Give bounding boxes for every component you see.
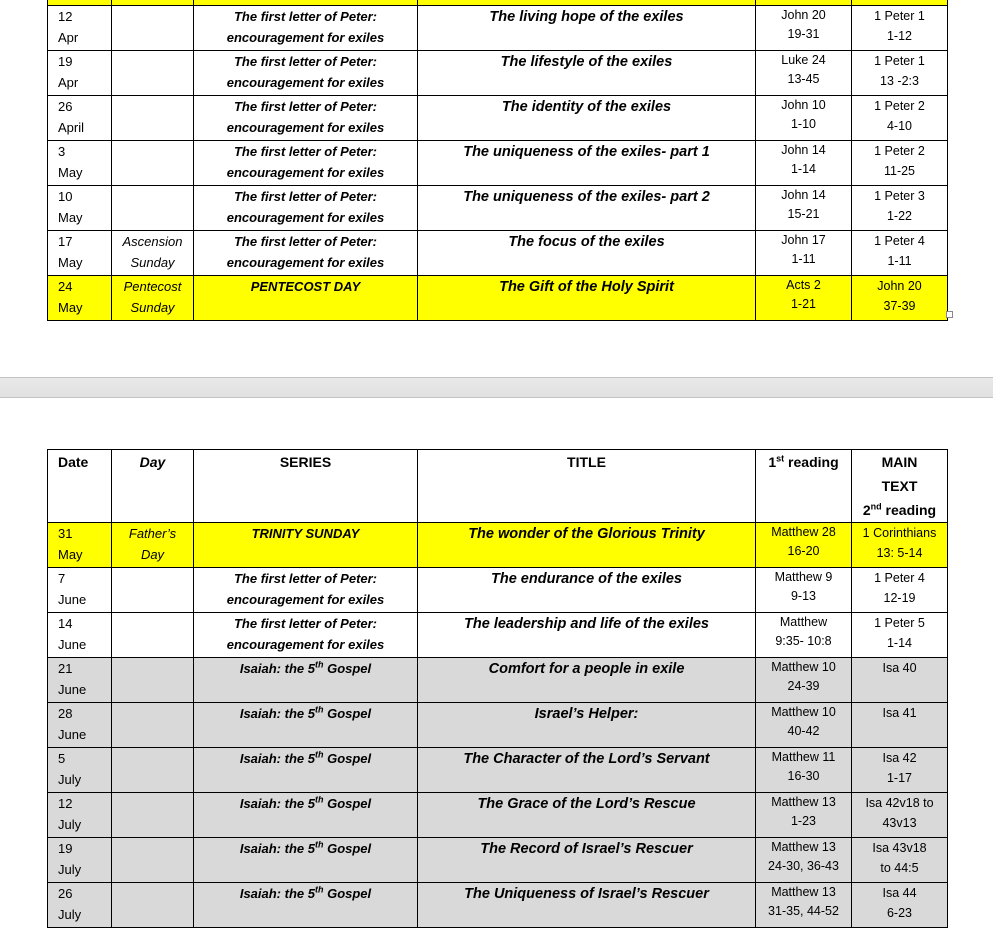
date-cell bbox=[48, 793, 112, 838]
sermon-title: The leadership and life of the exiles bbox=[464, 616, 709, 632]
day-line-1: Father’s bbox=[128, 526, 177, 541]
main-text-book: Isa 42v18 to bbox=[865, 796, 934, 810]
date-cell bbox=[48, 748, 112, 793]
date-month: July bbox=[58, 862, 82, 877]
series-cell bbox=[194, 838, 418, 883]
series-line-1: PENTECOST DAY bbox=[250, 279, 361, 294]
date-month: June bbox=[58, 592, 87, 607]
title-cell bbox=[418, 96, 756, 141]
day-cell bbox=[112, 748, 194, 793]
main-text-book: 1 Peter 2 bbox=[874, 144, 925, 158]
main-text-verses: 37-39 bbox=[883, 299, 916, 313]
table-row bbox=[48, 568, 948, 613]
sermon-title: The living hope of the exiles bbox=[489, 9, 684, 25]
date-month: May bbox=[58, 547, 83, 562]
main-text-cell bbox=[852, 523, 948, 568]
series-line-1: The first letter of Peter: bbox=[233, 571, 378, 586]
series-cell bbox=[194, 186, 418, 231]
date-day-number: 12 bbox=[58, 9, 73, 24]
series-sup: th bbox=[314, 839, 324, 850]
title-cell bbox=[418, 658, 756, 703]
first-reading-cell bbox=[756, 568, 852, 613]
date-cell bbox=[48, 276, 112, 321]
first-reading-verses: 15-21 bbox=[787, 207, 820, 221]
date-day-number: 17 bbox=[58, 234, 73, 249]
header-second-reading-sup: nd bbox=[870, 501, 882, 512]
day-line-1: Ascension bbox=[122, 234, 183, 249]
main-text-verses: 1-12 bbox=[886, 29, 913, 43]
table-row bbox=[48, 276, 948, 321]
header-second-reading-text: reading bbox=[881, 502, 937, 518]
date-cell bbox=[48, 658, 112, 703]
day-cell bbox=[112, 838, 194, 883]
first-reading-book: Matthew bbox=[779, 615, 828, 629]
title-cell bbox=[418, 186, 756, 231]
day-line-2: Sunday bbox=[130, 255, 175, 270]
sermon-title: Comfort for a people in exile bbox=[488, 661, 685, 677]
table-row bbox=[48, 51, 948, 96]
series-cell bbox=[194, 6, 418, 51]
main-text-book: 1 Peter 4 bbox=[874, 571, 925, 585]
series-line bbox=[194, 658, 417, 679]
first-reading-cell bbox=[756, 523, 852, 568]
date-cell bbox=[48, 96, 112, 141]
main-text-book: 1 Peter 5 bbox=[874, 616, 925, 630]
sermon-title: Israel’s Helper: bbox=[534, 706, 639, 722]
header-second-reading bbox=[852, 498, 947, 522]
date-cell bbox=[48, 141, 112, 186]
date-day-number: 24 bbox=[58, 279, 73, 294]
title-cell bbox=[418, 51, 756, 96]
sermon-title: The identity of the exiles bbox=[501, 99, 672, 115]
first-reading-cell bbox=[756, 51, 852, 96]
main-text-cell bbox=[852, 568, 948, 613]
date-month: Apr bbox=[58, 75, 79, 90]
table-row bbox=[48, 141, 948, 186]
day-cell bbox=[112, 186, 194, 231]
series-text: Isaiah: the 5 bbox=[239, 751, 315, 766]
first-reading-book: Matthew 10 bbox=[771, 660, 836, 674]
main-text-cell bbox=[852, 186, 948, 231]
date-month: June bbox=[58, 637, 87, 652]
series-line bbox=[194, 703, 417, 724]
table-row bbox=[48, 703, 948, 748]
series-sup: th bbox=[314, 794, 324, 805]
sermon-title: The Gift of the Holy Spirit bbox=[499, 279, 674, 295]
main-text-cell bbox=[852, 793, 948, 838]
first-reading-cell bbox=[756, 793, 852, 838]
main-text-book: Isa 44 bbox=[882, 886, 917, 900]
table-row bbox=[48, 186, 948, 231]
day-cell bbox=[112, 6, 194, 51]
title-cell bbox=[418, 523, 756, 568]
day-cell bbox=[112, 141, 194, 186]
day-line-2: Sunday bbox=[130, 300, 175, 315]
header-date: Date bbox=[48, 450, 112, 523]
date-month: July bbox=[58, 772, 82, 787]
main-text-book: 1 Peter 2 bbox=[874, 99, 925, 113]
table-row bbox=[48, 6, 948, 51]
series-line bbox=[194, 793, 417, 814]
main-text-verses: 13: 5-14 bbox=[876, 546, 923, 560]
day-cell bbox=[112, 96, 194, 141]
day-cell bbox=[112, 793, 194, 838]
first-reading-verses: 9-13 bbox=[790, 589, 817, 603]
first-reading-book: Matthew 13 bbox=[771, 795, 836, 809]
first-reading-cell bbox=[756, 231, 852, 276]
table-row bbox=[48, 658, 948, 703]
first-reading-book: Matthew 11 bbox=[771, 750, 836, 764]
series-text-end: Gospel bbox=[323, 796, 372, 811]
first-reading-book: Matthew 28 bbox=[771, 525, 836, 539]
series-text: Isaiah: the 5 bbox=[239, 661, 315, 676]
sermon-title: The focus of the exiles bbox=[508, 234, 665, 250]
main-text-book: Isa 43v18 bbox=[872, 841, 927, 855]
main-text-cell bbox=[852, 748, 948, 793]
title-cell bbox=[418, 568, 756, 613]
date-month: May bbox=[58, 210, 83, 225]
date-month: May bbox=[58, 255, 83, 270]
header-main-line2: TEXT bbox=[881, 478, 918, 494]
main-text-cell bbox=[852, 883, 948, 928]
date-cell bbox=[48, 883, 112, 928]
first-reading-verses: 24-39 bbox=[787, 679, 820, 693]
series-cell bbox=[194, 231, 418, 276]
first-reading-verses: 13-45 bbox=[787, 72, 820, 86]
table-resize-handle[interactable] bbox=[946, 311, 953, 318]
table-row bbox=[48, 523, 948, 568]
series-text-end: Gospel bbox=[323, 706, 372, 721]
series-line-1: The first letter of Peter: bbox=[233, 616, 378, 631]
day-cell bbox=[112, 231, 194, 276]
main-text-cell bbox=[852, 276, 948, 321]
first-reading-verses: 1-21 bbox=[790, 297, 817, 311]
series-cell bbox=[194, 748, 418, 793]
series-line bbox=[194, 838, 417, 859]
day-cell bbox=[112, 658, 194, 703]
first-reading-verses: 40-42 bbox=[787, 724, 820, 738]
first-reading-verses: 16-30 bbox=[787, 769, 820, 783]
sermon-title: The uniqueness of the exiles- part 2 bbox=[463, 189, 710, 205]
first-reading-book: Matthew 9 bbox=[774, 570, 833, 584]
series-line-1: The first letter of Peter: bbox=[233, 144, 378, 159]
series-line-2: encouragement for exiles bbox=[226, 255, 385, 270]
series-text: Isaiah: the 5 bbox=[239, 841, 315, 856]
date-month: May bbox=[58, 300, 83, 315]
series-text-end: Gospel bbox=[323, 841, 372, 856]
main-text-verses: 11-25 bbox=[883, 164, 916, 178]
date-day-number: 19 bbox=[58, 54, 73, 69]
main-text-cell bbox=[852, 231, 948, 276]
series-cell bbox=[194, 568, 418, 613]
title-cell bbox=[418, 703, 756, 748]
day-line-2: Day bbox=[140, 547, 165, 562]
series-sup: th bbox=[314, 659, 324, 670]
first-reading-verses: 1-14 bbox=[790, 162, 817, 176]
first-reading-verses: 1-23 bbox=[790, 814, 817, 828]
table-row bbox=[48, 793, 948, 838]
first-reading-cell bbox=[756, 703, 852, 748]
main-text-cell bbox=[852, 658, 948, 703]
first-reading-cell bbox=[756, 186, 852, 231]
first-reading-book: Acts 2 bbox=[786, 278, 821, 292]
date-month: April bbox=[58, 120, 85, 135]
day-cell bbox=[112, 51, 194, 96]
sermon-title: The uniqueness of the exiles- part 1 bbox=[463, 144, 710, 160]
title-cell bbox=[418, 838, 756, 883]
series-cell bbox=[194, 51, 418, 96]
date-cell bbox=[48, 51, 112, 96]
main-text-verses: 4-10 bbox=[886, 119, 913, 133]
first-reading-book: John 14 bbox=[781, 188, 826, 202]
main-text-cell bbox=[852, 703, 948, 748]
date-day-number: 10 bbox=[58, 189, 73, 204]
title-cell bbox=[418, 231, 756, 276]
day-cell bbox=[112, 523, 194, 568]
page-break-separator bbox=[0, 377, 993, 398]
series-cell bbox=[194, 141, 418, 186]
main-text-cell bbox=[852, 6, 948, 51]
title-cell bbox=[418, 793, 756, 838]
header-title: TITLE bbox=[418, 450, 756, 523]
sermon-title: The lifestyle of the exiles bbox=[500, 54, 673, 70]
date-day-number: 26 bbox=[58, 886, 73, 901]
series-cell bbox=[194, 703, 418, 748]
series-sup: th bbox=[314, 704, 324, 715]
header-second-reading-num: 2 bbox=[862, 502, 871, 518]
main-text-book: Isa 40 bbox=[882, 661, 917, 675]
series-cell bbox=[194, 613, 418, 658]
date-day-number: 5 bbox=[58, 751, 66, 766]
header-first-reading bbox=[756, 450, 852, 523]
main-text-verses: 43v13 bbox=[882, 816, 917, 830]
series-sup: th bbox=[314, 749, 324, 760]
series-text: Isaiah: the 5 bbox=[239, 796, 315, 811]
sermon-title: The Uniqueness of Israel’s Rescuer bbox=[464, 886, 709, 902]
first-reading-verses: 24-30, 36-43 bbox=[768, 859, 839, 873]
first-reading-cell bbox=[756, 838, 852, 883]
date-cell bbox=[48, 613, 112, 658]
title-cell bbox=[418, 276, 756, 321]
series-cell bbox=[194, 883, 418, 928]
series-line-1: The first letter of Peter: bbox=[233, 99, 378, 114]
main-text-book: Isa 42 bbox=[882, 751, 917, 765]
header-series: SERIES bbox=[194, 450, 418, 523]
table-row bbox=[48, 231, 948, 276]
date-cell bbox=[48, 523, 112, 568]
first-reading-book: John 17 bbox=[781, 233, 826, 247]
date-cell bbox=[48, 568, 112, 613]
series-text-end: Gospel bbox=[323, 886, 372, 901]
sermon-title: The endurance of the exiles bbox=[491, 571, 682, 587]
main-text-verses: 12-19 bbox=[883, 591, 916, 605]
date-month: June bbox=[58, 682, 87, 697]
first-reading-book: John 14 bbox=[781, 143, 826, 157]
sermon-title: The wonder of the Glorious Trinity bbox=[468, 526, 705, 542]
series-sup: th bbox=[314, 884, 324, 895]
main-text-verses: to 44:5 bbox=[880, 861, 919, 875]
main-text-cell bbox=[852, 613, 948, 658]
main-text-book: 1 Peter 1 bbox=[874, 9, 925, 23]
date-day-number: 28 bbox=[58, 706, 73, 721]
main-text-book: Isa 41 bbox=[882, 706, 917, 720]
date-day-number: 12 bbox=[58, 796, 73, 811]
series-line-2: encouragement for exiles bbox=[226, 165, 385, 180]
main-text-verses: 13 -2:3 bbox=[880, 74, 919, 88]
series-line-1: The first letter of Peter: bbox=[233, 189, 378, 204]
day-cell bbox=[112, 703, 194, 748]
sermon-title: The Grace of the Lord’s Rescue bbox=[477, 796, 696, 812]
date-month: July bbox=[58, 817, 82, 832]
day-cell bbox=[112, 568, 194, 613]
title-cell bbox=[418, 883, 756, 928]
date-day-number: 19 bbox=[58, 841, 73, 856]
date-day-number: 7 bbox=[58, 571, 66, 586]
main-text-cell bbox=[852, 141, 948, 186]
title-cell bbox=[418, 6, 756, 51]
first-reading-book: John 20 bbox=[781, 8, 826, 22]
first-reading-cell bbox=[756, 613, 852, 658]
first-reading-book: Matthew 13 bbox=[771, 885, 836, 899]
main-text-cell bbox=[852, 838, 948, 883]
table-row bbox=[48, 96, 948, 141]
date-day-number: 3 bbox=[58, 144, 66, 159]
series-line-2: encouragement for exiles bbox=[226, 120, 385, 135]
first-reading-cell bbox=[756, 658, 852, 703]
series-cell bbox=[194, 96, 418, 141]
series-line-2: encouragement for exiles bbox=[226, 637, 385, 652]
main-text-book: 1 Peter 4 bbox=[874, 234, 925, 248]
header-first-reading-text: reading bbox=[784, 454, 839, 470]
day-line-1: Pentecost bbox=[123, 279, 182, 294]
first-reading-cell bbox=[756, 96, 852, 141]
main-text-verses: 1-14 bbox=[886, 636, 913, 650]
sermon-schedule-table-page-1 bbox=[47, 0, 948, 321]
header-main-line1: MAIN bbox=[881, 454, 918, 470]
table-row bbox=[48, 838, 948, 883]
first-reading-verses: 1-11 bbox=[791, 252, 816, 266]
first-reading-cell bbox=[756, 6, 852, 51]
main-text-cell bbox=[852, 96, 948, 141]
title-cell bbox=[418, 613, 756, 658]
series-cell bbox=[194, 658, 418, 703]
series-line-1: The first letter of Peter: bbox=[233, 234, 378, 249]
date-day-number: 21 bbox=[58, 661, 73, 676]
title-cell bbox=[418, 141, 756, 186]
series-text-end: Gospel bbox=[323, 751, 372, 766]
main-text-verses: 6-23 bbox=[886, 906, 913, 920]
date-day-number: 31 bbox=[58, 526, 73, 541]
first-reading-verses: 31-35, 44-52 bbox=[768, 904, 839, 918]
series-line-2: encouragement for exiles bbox=[226, 592, 385, 607]
table-row bbox=[48, 748, 948, 793]
day-cell bbox=[112, 883, 194, 928]
series-line-1: The first letter of Peter: bbox=[233, 9, 378, 24]
series-line bbox=[194, 883, 417, 904]
title-cell bbox=[418, 748, 756, 793]
date-cell bbox=[48, 703, 112, 748]
sermon-title: The Character of the Lord’s Servant bbox=[463, 751, 710, 767]
table-row bbox=[48, 883, 948, 928]
first-reading-cell bbox=[756, 141, 852, 186]
main-text-book: 1 Corinthians bbox=[862, 526, 937, 540]
header-main-text bbox=[852, 450, 948, 523]
day-cell bbox=[112, 276, 194, 321]
main-text-verses: 1-22 bbox=[886, 209, 913, 223]
series-line bbox=[194, 748, 417, 769]
first-reading-book: John 10 bbox=[781, 98, 826, 112]
series-line-2: encouragement for exiles bbox=[226, 210, 385, 225]
main-text-book: 1 Peter 3 bbox=[874, 189, 925, 203]
series-line-2: encouragement for exiles bbox=[226, 30, 385, 45]
main-text-cell bbox=[852, 51, 948, 96]
series-line-2: encouragement for exiles bbox=[226, 75, 385, 90]
series-cell bbox=[194, 793, 418, 838]
first-reading-book: Luke 24 bbox=[781, 53, 826, 67]
series-text: Isaiah: the 5 bbox=[239, 706, 315, 721]
main-text-verses: 1-11 bbox=[887, 254, 912, 268]
first-reading-book: Matthew 13 bbox=[771, 840, 836, 854]
date-cell bbox=[48, 6, 112, 51]
first-reading-verses: 19-31 bbox=[787, 27, 820, 41]
first-reading-book: Matthew 10 bbox=[771, 705, 836, 719]
first-reading-cell bbox=[756, 276, 852, 321]
table-header-row bbox=[48, 450, 948, 523]
main-text-verses: 1-17 bbox=[886, 771, 913, 785]
date-month: July bbox=[58, 907, 82, 922]
series-line-1: TRINITY SUNDAY bbox=[251, 526, 360, 541]
series-cell bbox=[194, 523, 418, 568]
sermon-schedule-table-page-2 bbox=[47, 449, 948, 928]
date-cell bbox=[48, 231, 112, 276]
series-text-end: Gospel bbox=[323, 661, 372, 676]
series-cell bbox=[194, 276, 418, 321]
main-text-book: 1 Peter 1 bbox=[874, 54, 925, 68]
date-day-number: 14 bbox=[58, 616, 73, 631]
table-row bbox=[48, 613, 948, 658]
header-day: Day bbox=[112, 450, 194, 523]
sermon-title: The Record of Israel’s Rescuer bbox=[480, 841, 693, 857]
first-reading-verses: 16-20 bbox=[787, 544, 820, 558]
date-month: Apr bbox=[58, 30, 79, 45]
series-line-1: The first letter of Peter: bbox=[233, 54, 378, 69]
date-month: June bbox=[58, 727, 87, 742]
header-first-reading-num: 1 bbox=[768, 454, 777, 470]
first-reading-verses: 1-10 bbox=[790, 117, 817, 131]
first-reading-cell bbox=[756, 748, 852, 793]
day-cell bbox=[112, 613, 194, 658]
header-first-reading-sup: st bbox=[776, 453, 785, 464]
series-text: Isaiah: the 5 bbox=[239, 886, 315, 901]
first-reading-cell bbox=[756, 883, 852, 928]
date-cell bbox=[48, 186, 112, 231]
first-reading-verses: 9:35- 10:8 bbox=[775, 634, 832, 648]
main-text-book: John 20 bbox=[877, 279, 922, 293]
date-cell bbox=[48, 838, 112, 883]
date-month: May bbox=[58, 165, 83, 180]
date-day-number: 26 bbox=[58, 99, 73, 114]
